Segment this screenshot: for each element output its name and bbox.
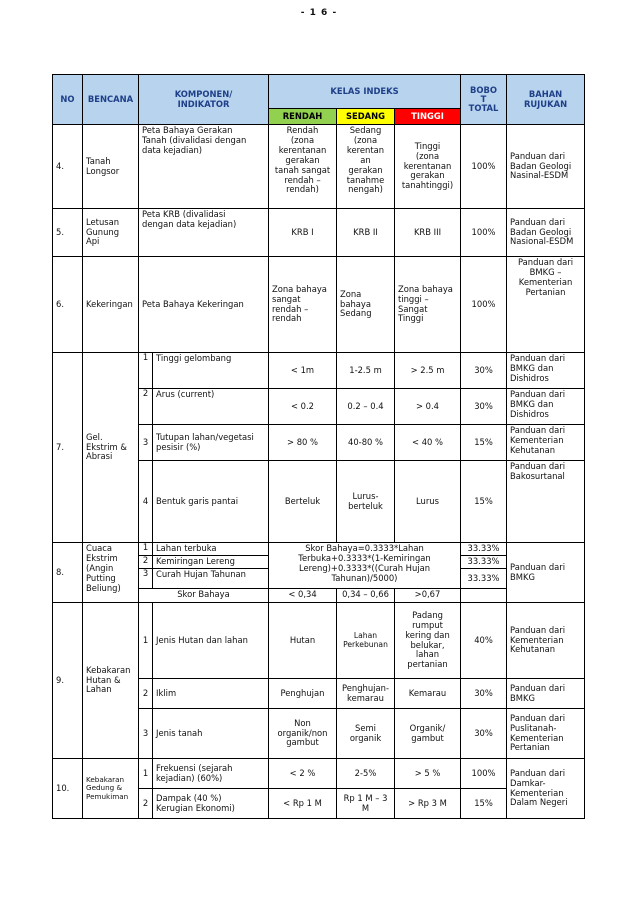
row-bobot: 100% bbox=[461, 209, 507, 257]
sub-item-sedang: 0.2 – 0.4 bbox=[337, 389, 395, 425]
skor-formula: Skor Bahaya=0.3333*Lahan Terbuka+0.3333*(1-Kemiringan Lereng)+0.3333*((Curah Hujan Tahunan)/5000) bbox=[269, 543, 461, 589]
sub-item-number: 3 bbox=[139, 569, 153, 589]
sub-item-komponen: Kemiringan Lereng bbox=[153, 556, 269, 569]
sub-item-bobot: 100% bbox=[461, 759, 507, 789]
table-row bbox=[53, 543, 585, 556]
sub-item-bobot: 33.33% bbox=[461, 556, 507, 569]
row-bahan: Panduan dari BMKG bbox=[507, 543, 585, 603]
sub-item-number: 2 bbox=[139, 789, 153, 819]
page-number: - 1 6 - bbox=[300, 8, 338, 18]
sub-item-tinggi: > 5 % bbox=[395, 759, 461, 789]
sub-item-bobot: 30% bbox=[461, 709, 507, 759]
sub-item-number: 1 bbox=[139, 353, 153, 389]
sub-item-tinggi: < 40 % bbox=[395, 425, 461, 461]
row-no: 5. bbox=[53, 209, 83, 257]
sub-item-bobot: 33.33% bbox=[461, 543, 507, 556]
row-komponen: Peta Bahaya Kekeringan bbox=[139, 257, 269, 353]
sub-item-rendah: Non organik/non gambut bbox=[269, 709, 337, 759]
sub-item-bobot: 15% bbox=[461, 461, 507, 543]
table-row bbox=[53, 759, 585, 789]
row-rendah: Zona bahaya sangat rendah – rendah bbox=[269, 257, 337, 353]
table-row bbox=[53, 353, 585, 389]
sub-item-bahan: Panduan dari Bakosurtanal bbox=[507, 461, 585, 543]
sub-item-number: 4 bbox=[139, 461, 153, 543]
row-rendah: < 0,34 bbox=[269, 589, 337, 603]
row-bencana: Kebakaran Gedung & Pemukiman bbox=[83, 759, 139, 819]
sub-item-rendah: Berteluk bbox=[269, 461, 337, 543]
sub-item-bahan: Panduan dari Kementerian Kehutanan bbox=[507, 425, 585, 461]
sub-item-komponen: Tinggi gelombang bbox=[153, 353, 269, 389]
sub-item-rendah: < 0.2 bbox=[269, 389, 337, 425]
row-no: 7. bbox=[53, 353, 83, 543]
row-sedang: KRB II bbox=[337, 209, 395, 257]
table-row bbox=[53, 209, 585, 257]
row-no: 8. bbox=[53, 543, 83, 603]
row-bahan: Panduan dari Badan Geologi Nasional-ESDM bbox=[507, 209, 585, 257]
row-bencana: Kebakaran Hutan & Lahan bbox=[83, 603, 139, 759]
header-tinggi: TINGGI bbox=[395, 109, 461, 125]
sub-item-number: 2 bbox=[139, 679, 153, 709]
header-kelas-indeks: KELAS INDEKS bbox=[269, 75, 461, 109]
sub-item-bobot: 15% bbox=[461, 425, 507, 461]
header-bencana: BENCANA bbox=[83, 75, 139, 125]
sub-item-tinggi: Padang rumput kering dan belukar, lahan pertanian bbox=[395, 603, 461, 679]
sub-item-tinggi: Kemarau bbox=[395, 679, 461, 709]
row-komponen: Peta Bahaya Gerakan Tanah (divalidasi dengan data kejadian) bbox=[139, 125, 269, 209]
sub-item-komponen: Jenis tanah bbox=[153, 709, 269, 759]
sub-item-bahan: Panduan dari BMKG bbox=[507, 679, 585, 709]
sub-item-bobot: 30% bbox=[461, 353, 507, 389]
row-tinggi: Zona bahaya tinggi – Sangat Tinggi bbox=[395, 257, 461, 353]
sub-item-number: 2 bbox=[139, 389, 153, 425]
header-komponen: KOMPONEN/ INDIKATOR bbox=[139, 75, 269, 125]
row-bencana: Tanah Longsor bbox=[83, 125, 139, 209]
sub-item-komponen: Dampak (40 %) Kerugian Ekonomi) bbox=[153, 789, 269, 819]
row-no: 6. bbox=[53, 257, 83, 353]
sub-item-tinggi: > 2.5 m bbox=[395, 353, 461, 389]
sub-item-number: 2 bbox=[139, 556, 153, 569]
row-no: 10. bbox=[53, 759, 83, 819]
sub-item-tinggi: > Rp 3 M bbox=[395, 789, 461, 819]
table-row bbox=[53, 125, 585, 209]
row-sedang: Sedang (zona kerentan an gerakan tanahme nengah) bbox=[337, 125, 395, 209]
sub-item-komponen: Curah Hujan Tahunan bbox=[153, 569, 269, 589]
sub-item-sedang: Penghujan- kemarau bbox=[337, 679, 395, 709]
row-rendah: Rendah (zona kerentanan gerakan tanah sangat rendah – rendah) bbox=[269, 125, 337, 209]
sub-item-bahan: Panduan dari Kementerian Kehutanan bbox=[507, 603, 585, 679]
row-bahan: Panduan dari BMKG – Kementerian Pertanian bbox=[507, 257, 585, 353]
sub-item-komponen: Bentuk garis pantai bbox=[153, 461, 269, 543]
sub-item-komponen: Frekuensi (sejarah kejadian) (60%) bbox=[153, 759, 269, 789]
sub-item-bahan: Panduan dari Puslitanah- Kementerian Pertanian bbox=[507, 709, 585, 759]
row-no: 4. bbox=[53, 125, 83, 209]
sub-item-sedang: Lurus- berteluk bbox=[337, 461, 395, 543]
sub-item-tinggi: Organik/ gambut bbox=[395, 709, 461, 759]
sub-item-komponen: Arus (current) bbox=[153, 389, 269, 425]
sub-item-komponen: Lahan terbuka bbox=[153, 543, 269, 556]
sub-item-number: 1 bbox=[139, 543, 153, 556]
sub-item-bobot: 30% bbox=[461, 389, 507, 425]
row-rendah: KRB I bbox=[269, 209, 337, 257]
sub-item-bobot: 15% bbox=[461, 789, 507, 819]
sub-item-sedang: 1-2.5 m bbox=[337, 353, 395, 389]
row-bencana: Gel. Ekstrim & Abrasi bbox=[83, 353, 139, 543]
header-bobot: BOBO T TOTAL bbox=[461, 75, 507, 125]
sub-item-tinggi: Lurus bbox=[395, 461, 461, 543]
row-sedang: 0,34 – 0,66 bbox=[337, 589, 395, 603]
row-no: 9. bbox=[53, 603, 83, 759]
sub-item-bobot: 30% bbox=[461, 679, 507, 709]
row-komponen: Peta KRB (divalidasi dengan data kejadian) bbox=[139, 209, 269, 257]
sub-item-tinggi: > 0.4 bbox=[395, 389, 461, 425]
row-bahan: Panduan dari Badan Geologi Nasinal-ESDM bbox=[507, 125, 585, 209]
row-sedang: Zona bahaya Sedang bbox=[337, 257, 395, 353]
skor-bahaya-label: Skor Bahaya bbox=[139, 589, 269, 603]
sub-item-sedang: 40-80 % bbox=[337, 425, 395, 461]
sub-item-number: 1 bbox=[139, 603, 153, 679]
header-no: NO bbox=[53, 75, 83, 125]
sub-item-komponen: Tutupan lahan/vegetasi pesisir (%) bbox=[153, 425, 269, 461]
row-bencana: Cuaca Ekstrim (Angin Putting Beliung) bbox=[83, 543, 139, 603]
sub-item-sedang: Semi organik bbox=[337, 709, 395, 759]
header-row bbox=[53, 75, 585, 109]
sub-item-number: 3 bbox=[139, 709, 153, 759]
sub-item-bobot: 40% bbox=[461, 603, 507, 679]
row-tinggi: KRB III bbox=[395, 209, 461, 257]
sub-item-sedang: 2-5% bbox=[337, 759, 395, 789]
sub-item-number: 1 bbox=[139, 759, 153, 789]
row-tinggi: Tinggi (zona kerentanan gerakan tanahtinggi) bbox=[395, 125, 461, 209]
row-bahan: Panduan dari Damkar- Kementerian Dalam Negeri bbox=[507, 759, 585, 819]
sub-item-rendah: < 2 % bbox=[269, 759, 337, 789]
row-bobot: 100% bbox=[461, 257, 507, 353]
row-bencana: Letusan Gunung Api bbox=[83, 209, 139, 257]
sub-item-rendah: Hutan bbox=[269, 603, 337, 679]
row-bobot: 100% bbox=[461, 125, 507, 209]
hazard-index-table bbox=[52, 74, 585, 819]
table-row bbox=[53, 257, 585, 353]
sub-item-rendah: < Rp 1 M bbox=[269, 789, 337, 819]
sub-item-sedang: Rp 1 M – 3 M bbox=[337, 789, 395, 819]
sub-item-bahan: Panduan dari BMKG dan Dishidros bbox=[507, 389, 585, 425]
sub-item-rendah: > 80 % bbox=[269, 425, 337, 461]
sub-item-bahan: Panduan dari BMKG dan Dishidros bbox=[507, 353, 585, 389]
header-sedang: SEDANG bbox=[337, 109, 395, 125]
sub-item-rendah: Penghujan bbox=[269, 679, 337, 709]
row-bencana: Kekeringan bbox=[83, 257, 139, 353]
header-rendah: RENDAH bbox=[269, 109, 337, 125]
empty-bobot-cell bbox=[461, 589, 507, 603]
header-bahan: BAHAN RUJUKAN bbox=[507, 75, 585, 125]
sub-item-number: 3 bbox=[139, 425, 153, 461]
sub-item-sedang: Lahan Perkebunan bbox=[337, 603, 395, 679]
row-tinggi: >0,67 bbox=[395, 589, 461, 603]
sub-item-komponen: Iklim bbox=[153, 679, 269, 709]
sub-item-rendah: < 1m bbox=[269, 353, 337, 389]
sub-item-komponen: Jenis Hutan dan lahan bbox=[153, 603, 269, 679]
table-row bbox=[53, 603, 585, 679]
sub-item-bobot: 33.33% bbox=[461, 569, 507, 589]
